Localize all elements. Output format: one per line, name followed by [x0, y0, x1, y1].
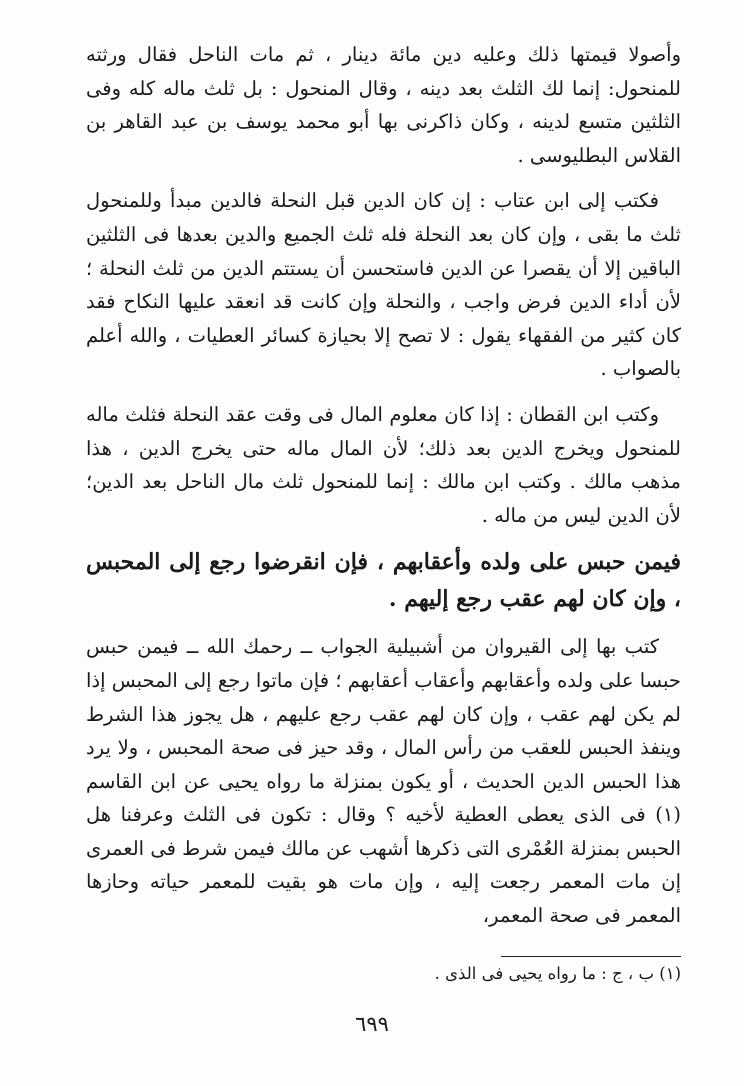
- paragraph-gap: [86, 532, 681, 544]
- footnote-divider: [501, 956, 681, 957]
- paragraph-3: وكتب ابن القطان : إذا كان معلوم المال فى وقت عقد النحلة فثلث ماله للمنحول ويخرج الدين بعد ذلك؛ لأن المال ماله حتى يخرج الدين ، هذا مذهب مالك . وكتب ابن مالك : إنما للمنحول ثلث مال الناحل بعد الدين؛ لأن الدين ليس من ماله .: [86, 402, 681, 527]
- paragraph-2: فكتب إلى ابن عتاب : إن كان الدين قبل النحلة فالدين مبدأ وللمنحول ثلث ما بقى ، وإن كان بعد النحلة فله ثلث الجميع والدين بعدها فى الثلثين الباقين إلا أن يقصرا عن الدين فاستحسن أن يستتم الدين من ثلث النحلة ؛ لأن أداء الدين فرض واجب ، والنحلة وإن كانت قد انعقد عليها النكاح فقد كان كثير من الفقهاء يقول : لا تصح إلا بحيازة كسائر العطيات ، والله أعلم بالصواب .: [86, 189, 681, 381]
- section-heading: فيمن حبس على ولده وأعقابهم ، فإن انقرضوا رجع إلى المحبس ، وإن كان لهم عقب رجع إليهم .: [86, 549, 681, 613]
- paragraph-gap: [86, 386, 681, 398]
- paragraph-gap: [86, 618, 681, 630]
- paragraph-1: وأصولا قيمتها ذلك وعليه دين مائة دينار ، ثم مات الناحل فقال ورثته للمنحول: إنما لك الثلث بعد دينه ، وقال المنحول : بل ثلث ماله كله وفى الثلثين متسع لدينه ، وكان ذاكرنى بها أبو محمد يوسف بن عبد القاهر بن القلاس البطليوسى .: [86, 43, 681, 167]
- footnote: (١) ب ، ج : ما رواه يحيى فى الذى .: [434, 964, 681, 983]
- page-number: ٦٩٩: [355, 1012, 389, 1036]
- paragraph-gap: [86, 172, 681, 184]
- main-text: [86, 38, 681, 933]
- paragraph-4: كتب بها إلى القيروان من أشبيلية الجواب ــ رحمك الله ــ فيمن حبس حبسا على ولده وأعقابهم وأعقاب أعقابهم ؛ فإن ماتوا رجع إلى المحبس إذا لم يكن لهم عقب ، وإن كان لهم عقب رجع عليهم ، هل يجوز هذا الشرط وينفذ الحبس للعقب من رأس المال ، وقد حيز فى صحة المحبس ، ولا يرد هذا الحبس الدين الحديث ، أو يكون بمنزلة ما رواه يحيى عن ابن القاسم (١) فى الذى يعطى العطية لأخيه ؟ وقال : تكون فى الثلث وعرفنا هل الحبس بمنزلة العُمْرى التى ذكرها أشهب عن مالك فيمن شرط فى العمرى إن مات المعمر رجعت إليه ، وإن مات هو بقيت للمعمر حياته وحازها المعمر فى صحة المعمر،: [86, 635, 681, 928]
